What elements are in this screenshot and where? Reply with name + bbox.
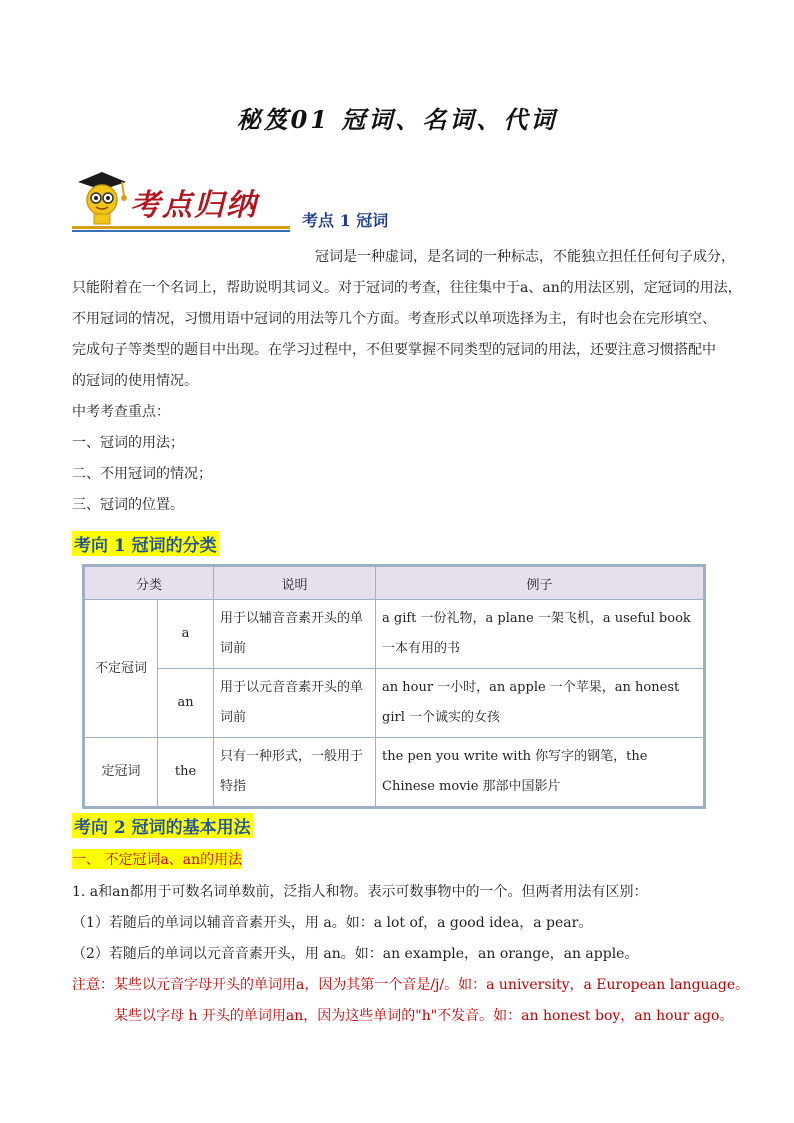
example-cell: an hour 一小时，an apple 一个苹果，an honest girl 一个诚实的女孩 <box>376 669 705 738</box>
note-line <box>72 970 749 1001</box>
article-cell: the <box>158 738 214 808</box>
article-cell: an <box>158 669 214 738</box>
banner-label: 考点归纳 <box>130 188 258 223</box>
section-banner <box>72 168 290 234</box>
kaoxiang2-heading: 考向 2 冠词的基本用法 <box>72 813 253 838</box>
table-header: 说明 <box>214 566 376 600</box>
description-cell: 用于以元音音素开头的单词前 <box>214 669 376 738</box>
article-cell: a <box>158 600 214 669</box>
focus-item: 二、不用冠词的情况； <box>72 466 212 482</box>
graduate-mascot-icon <box>72 168 128 228</box>
focus-item: 三、冠词的位置。 <box>72 497 184 513</box>
description-cell: 用于以辅音音素开头的单词前 <box>214 600 376 669</box>
table-row <box>84 738 705 808</box>
intro-line: 冠词是一种虚词，是名词的一种标志，不能独立担任任何句子成分， <box>315 249 735 265</box>
banner-divider-blue <box>72 230 290 232</box>
focus-title: 中考考查重点： <box>72 404 170 420</box>
table-header: 例子 <box>376 566 705 600</box>
category-cell: 不定冠词 <box>84 600 158 738</box>
table-header: 分类 <box>84 566 214 600</box>
kaodian-heading: 考点 1 冠词 <box>302 211 389 230</box>
focus-item: 一、冠词的用法； <box>72 435 184 451</box>
description-cell: 只有一种形式，一般用于特指 <box>214 738 376 808</box>
note-text: 某些以元音字母开头的单词用a，因为其第一个音是/j/。如：a university，a European language。 <box>114 977 750 993</box>
category-cell: 定冠词 <box>84 738 158 808</box>
note-line: 某些以字母 h 开头的单词用an，因为这些单词的"h"不发音。如：an honest boy，an hour ago。 <box>114 1008 734 1024</box>
example-cell: a gift 一份礼物，a plane 一架飞机，a useful book 一本有用的书 <box>376 600 705 669</box>
table-header-row <box>84 566 705 600</box>
body-line: （2）若随后的单词以元音音素开头，用 an。如：an example，an orange，an apple。 <box>72 946 639 962</box>
table-row <box>84 669 705 738</box>
body-line: （1）若随后的单词以辅音音素开头，用 a。如：a lot of，a good idea，a pear。 <box>72 915 593 931</box>
table-row <box>84 600 705 669</box>
kaoxiang1-heading: 考向 1 冠词的分类 <box>72 531 219 556</box>
page-title: 秘笈01 冠词、名词、代词 <box>236 105 558 134</box>
banner-divider <box>72 226 290 229</box>
intro-line: 的冠词的使用情况。 <box>72 373 198 389</box>
intro-line: 不用冠词的情况，习惯用语中冠词的用法等几个方面。考查形式以单项选择为主，有时也会在完形填空、 <box>72 311 716 327</box>
example-cell: the pen you write with 你写字的钢笔，the Chinese movie 那部中国影片 <box>376 738 705 808</box>
article-classification-table <box>82 564 706 809</box>
body-line: 1. a和an都用于可数名词单数前，泛指人和物。表示可数事物中的一个。但两者用法有区别： <box>72 884 648 900</box>
intro-line: 只能附着在一个名词上，帮助说明其词义。对于冠词的考查，往往集中于a、an的用法区别，定冠词的用法， <box>72 280 742 296</box>
section1-heading: 一、 不定冠词a、an的用法 <box>72 849 242 869</box>
intro-line: 完成句子等类型的题目中出现。在学习过程中，不但要掌握不同类型的冠词的用法，还要注意习惯搭配中 <box>72 342 716 358</box>
note-label: 注意： <box>72 977 114 993</box>
